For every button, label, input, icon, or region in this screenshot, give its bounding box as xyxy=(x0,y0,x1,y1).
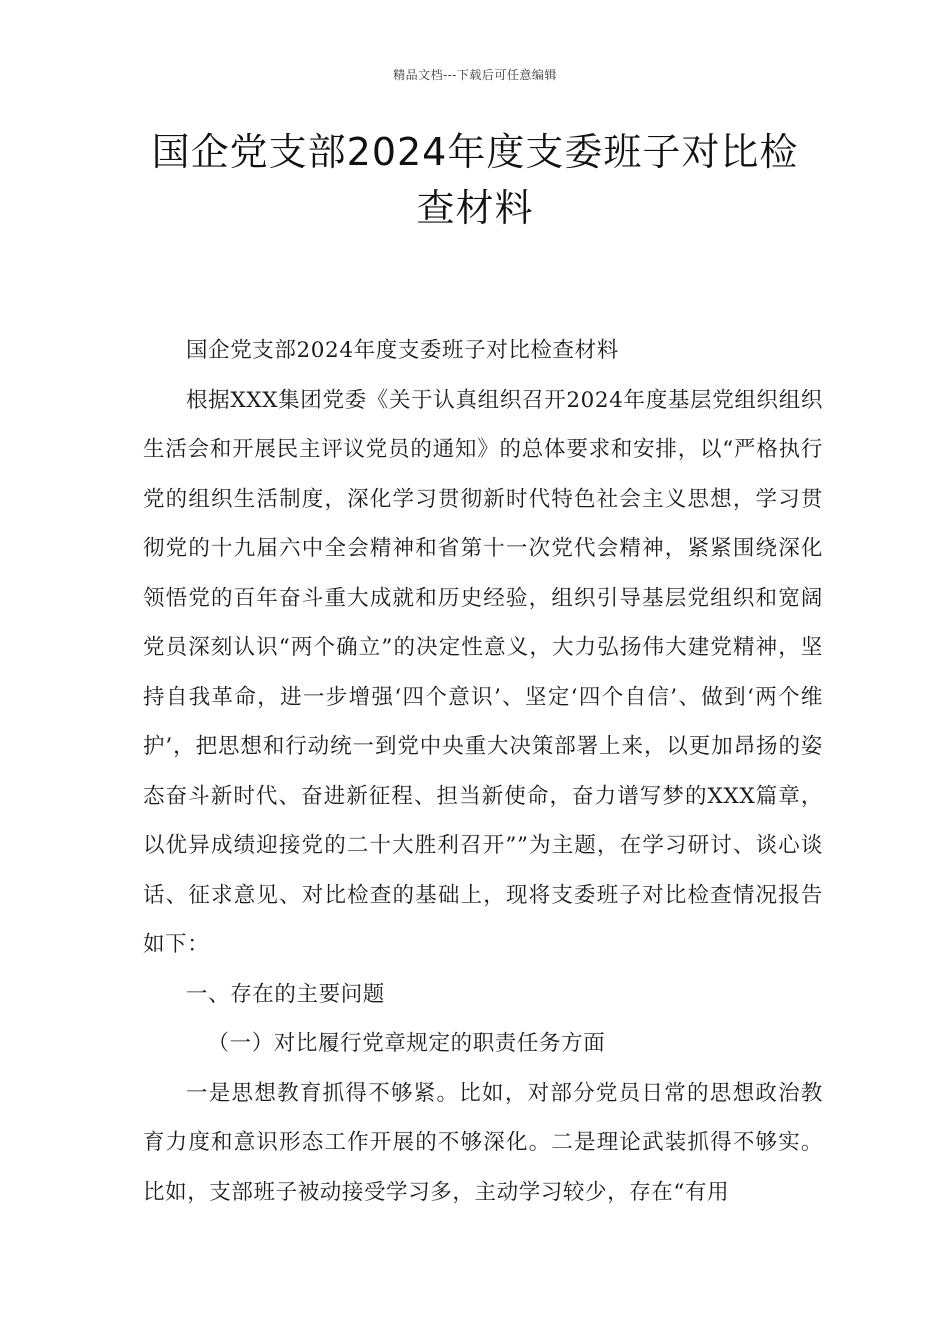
section-heading: 一、存在的主要问题 xyxy=(186,981,385,1007)
header-note: 精品文档---下载后可任意编辑 xyxy=(393,68,557,82)
subsection-heading: （一）对比履行党章规定的职责任务方面 xyxy=(207,1031,606,1056)
paragraph-intro: 根据XXX集团党委《关于认真组织召开2024年度基层党组织组织生活会和开展民主评议党员的通知》的总体要求和安排，以“严格执行党的组织生活制度，深化学习贯彻新时代特色社会主义思想，学习贯彻党的十九届六中全会精神和省第十一次党代会精神，紧紧围绕深化领悟党的百年奋斗重大成就和历史经验，组织引导基层党组织和宽阔党员深刻认识“两个确立”的决定性意义，大力弘扬伟大建党精神，坚持自我革命，进一步增强‘四个意识’、坚定‘四个自信’、做到‘两个维护’，把思想和行动统一到党中央重大决策部署上来，以更加昂扬的姿态奋斗新时代、奋进新征程、担当新使命，奋力谱写梦的XXX篇章，以优异成绩迎接党的二十大胜利召开””为主题，在学习研讨、谈心谈话、征求意见、对比检查的基础上，现将支委班子对比检查情况报告如下： xyxy=(143,387,823,957)
document-body xyxy=(143,326,823,1217)
title-line-1: 国企党支部2024年度支委班子对比检 xyxy=(151,130,799,174)
paragraph-issues: 一是思想教育抓得不够紧。比如，对部分党员日常的思想政治教育力度和意识形态工作开展的不够深化。二是理论武装抓得不够实。比如，支部班子被动接受学习多，主动学习较少，存在“有用 xyxy=(143,1080,823,1205)
paragraph-subtitle: 国企党支部2024年度支委班子对比检查材料 xyxy=(186,338,619,363)
title-line-2: 查材料 xyxy=(416,186,534,230)
document-title xyxy=(120,124,830,236)
